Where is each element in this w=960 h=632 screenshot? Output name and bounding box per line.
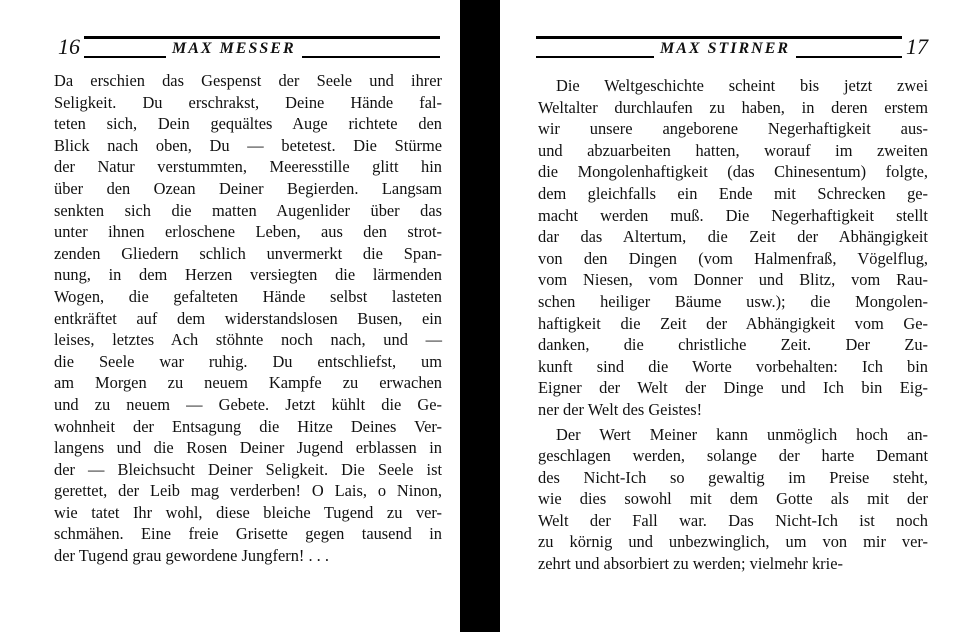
text-line: Weltalter durchlaufen zu haben, in deren erstem (538, 97, 928, 117)
header-rule (536, 36, 932, 39)
text-line: unter ihnen erloschene Leben, aus den strot- (54, 222, 442, 242)
text-line: Da erschien das Gespenst der Seele und ihrer (54, 71, 442, 90)
page-number: 17 (902, 36, 932, 58)
text-line: Eigner der Welt der Dinge und Ich bin Eig- (538, 378, 928, 398)
text-line: der Natur verstummten, Meeresstille glitt hin (54, 157, 442, 177)
text-line: dem gleichfalls ein Ende mit Schrecken ge- (538, 183, 928, 203)
text-line: zu körnig und unbezwinglich, um von mir ver- (538, 532, 928, 552)
paragraph (538, 424, 928, 575)
text-line: schmähen. Eine freie Grisette gegen tausend in (54, 524, 442, 544)
text-line: teten sich, Dein gequältes Auge richtete den (54, 114, 442, 134)
text-line: nung, in dem Herzen versiegten die lärmenden (54, 265, 442, 285)
text-line: die Mongolenhaftigkeit (das Chinesentum) folgte, (538, 162, 928, 182)
text-line: Blick nach oben, Du — betetest. Die Stürme (54, 135, 442, 155)
text-line: wohnheit der Entsagung die Hitze Deines Ver- (54, 416, 442, 436)
text-line: Wogen, die gefalteten Hände selbst lasteten (54, 286, 442, 306)
text-line: entkräftet auf dem widerstandslosen Busen, ein (54, 308, 442, 328)
text-line: macht werden muß. Die Negerhaftigkeit stellt (538, 205, 928, 225)
text-line: senkten sich die matten Augenlider über das (54, 200, 442, 220)
left-page-body (54, 70, 442, 567)
text-line: Welt der Fall war. Das Nicht-Ich ist noch (538, 510, 928, 530)
text-line: am Morgen zu neuem Kampfe zu erwachen (54, 373, 442, 393)
left-page (0, 0, 460, 632)
text-line: von den Dingen (vom Halmenfraß, Vögelflug, (538, 248, 928, 268)
text-line: Seligkeit. Du erschrakst, Deine Hände fal- (54, 92, 442, 112)
paragraph (538, 75, 928, 421)
text-line: ner der Welt des Geistes! (538, 399, 703, 419)
text-line: über den Ozean Deiner Begierden. Langsam (54, 178, 442, 198)
text-line: die Seele war ruhig. Du entschliefst, um (54, 351, 442, 371)
text-line: des Nicht-Ich so gewaltig im Preise steht, (538, 467, 928, 487)
text-line: haftigkeit die Zeit der Abhängigkeit vom Ge- (538, 313, 928, 333)
text-line: geschlagen werden, solange der harte Demant (538, 446, 928, 466)
text-line: wie tatet Ihr wohl, diese bleiche Tugend zu ver- (54, 502, 442, 522)
left-page-header (54, 32, 440, 66)
text-line: zehrt und absorbiert zu werden; vielmehr krie- (538, 554, 843, 574)
text-line: leises, letztes Ach stöhnte noch nach, und — (54, 330, 442, 350)
text-line: und zu neuem — Gebete. Jetzt kühlt die Ge- (54, 394, 442, 414)
text-line: danken, die christliche Zeit. Der Zu- (538, 335, 928, 355)
text-line: der — Bleichsucht Deiner Seligkeit. Die Seele ist (54, 459, 442, 479)
text-line: und abzuarbeiten hatten, worauf im zweiten (538, 140, 928, 160)
running-head: MAX STIRNER (654, 40, 796, 58)
text-line: Die Weltgeschichte scheint bis jetzt zwei (556, 76, 928, 95)
text-line: wie dies sowohl mit dem Gotte als mit der (538, 489, 928, 509)
text-line: gerettet, der Leib mag verderben! O Lais, o Ninon, (54, 481, 442, 501)
text-line: dar das Altertum, die Zeit der Abhängigkeit (538, 227, 928, 247)
running-head: MAX MESSER (166, 40, 302, 58)
text-line: langens und die Rosen Deiner Jugend erblassen in (54, 438, 442, 458)
text-line: der Tugend grau gewordene Jungfern! . . . (54, 546, 329, 566)
text-line: kunft sind die Worte vorbehalten: Ich bin (538, 356, 928, 376)
text-line: wir unsere angeborene Negerhaftigkeit aus- (538, 119, 928, 139)
header-rule (54, 36, 440, 39)
page-number: 16 (54, 36, 84, 58)
right-page-body (538, 75, 928, 578)
right-page-header (536, 32, 932, 66)
book-gutter (460, 0, 500, 632)
text-line: schen heiliger Bäume usw.); die Mongolen- (538, 291, 928, 311)
text-line: Der Wert Meiner kann unmöglich hoch an- (556, 424, 928, 444)
text-line: zenden Gliedern schlich unvermerkt die Span- (54, 243, 442, 263)
text-line: vom Niesen, vom Donner und Blitz, vom Rau- (538, 270, 928, 290)
right-page (500, 0, 960, 632)
